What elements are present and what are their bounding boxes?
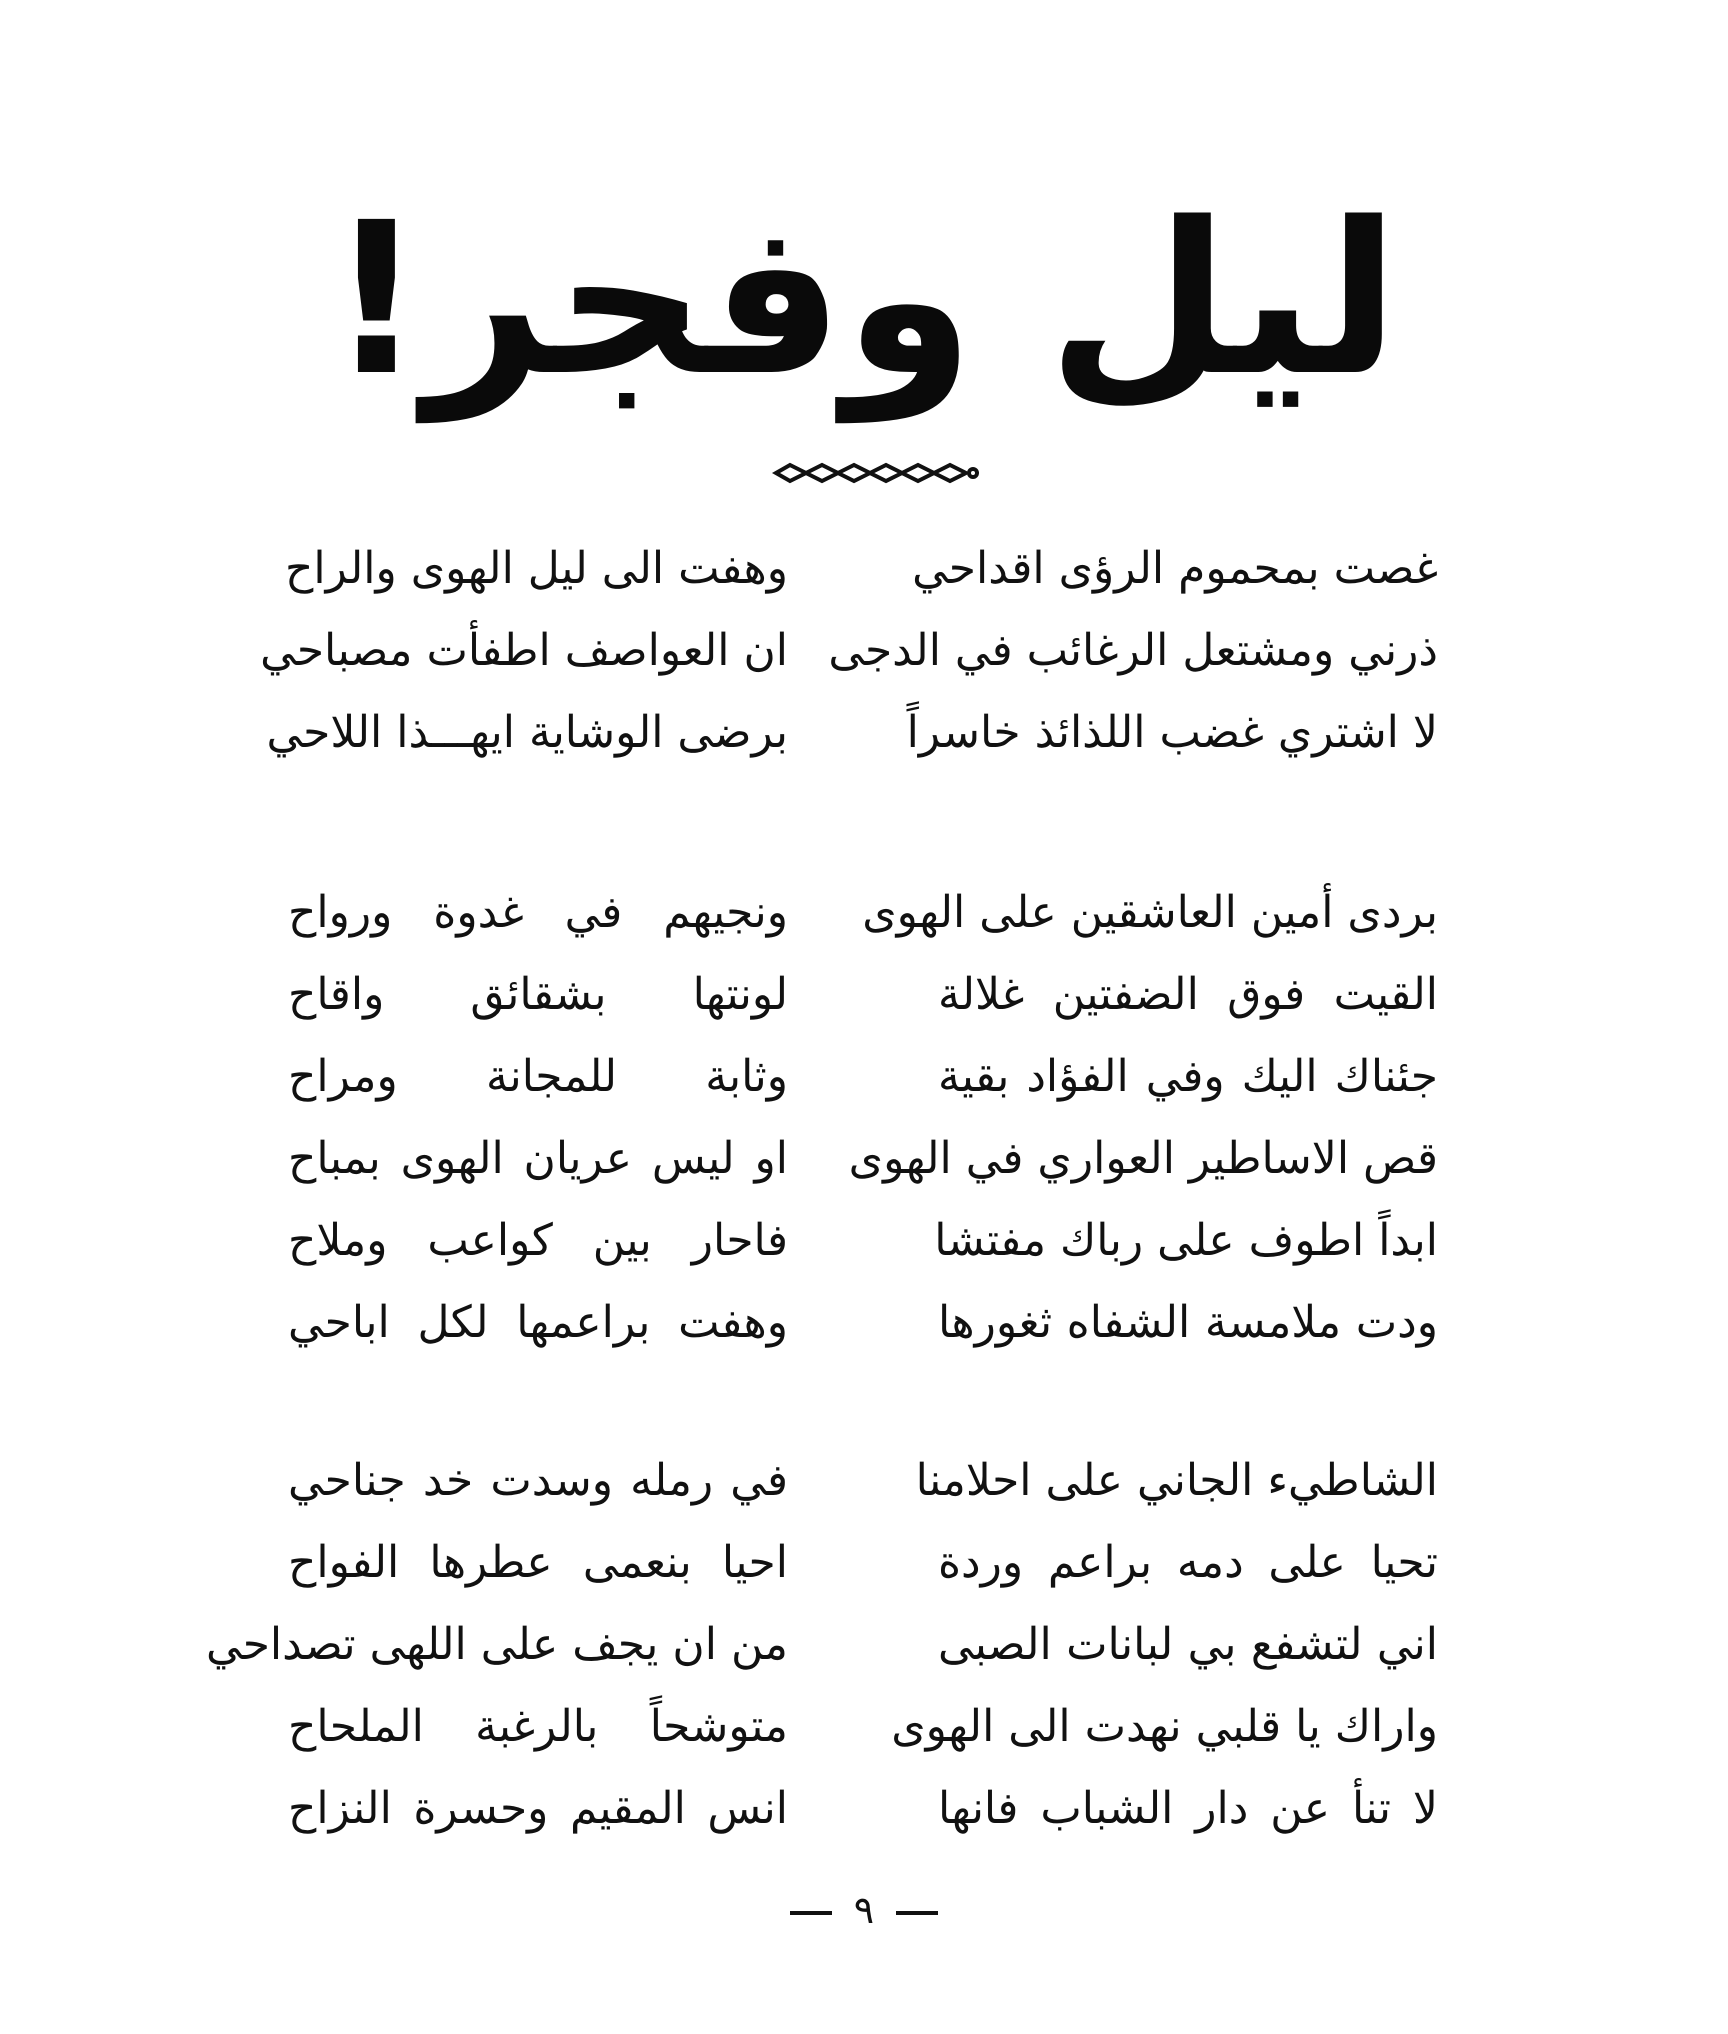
verse-line xyxy=(288,1768,1438,1850)
verse-second-hemistich: متوشحاً بالرغبة الملحاح xyxy=(288,1701,788,1752)
verse-line xyxy=(288,1440,1438,1522)
verse-line xyxy=(284,528,1438,610)
stanza-3 xyxy=(206,1440,1438,1850)
verse-second-hemistich: فاحار بين كواعب وملاح xyxy=(288,1215,788,1266)
page-number xyxy=(0,1880,1728,1940)
verse-line xyxy=(288,954,1438,1036)
verse-first-hemistich: ذرني ومشتعل الرغائب في الدجى xyxy=(828,625,1438,676)
verse-first-hemistich: جئناك اليك وفي الفؤاد بقية xyxy=(938,1051,1438,1102)
verse-second-hemistich: وهفت الى ليل الهوى والراح xyxy=(284,543,788,594)
verse-line xyxy=(288,1036,1438,1118)
verse-line xyxy=(206,1604,1438,1686)
verse-first-hemistich: ابداً اطوف على رباك مفتشا xyxy=(934,1215,1438,1266)
verse-first-hemistich: لا اشتري غضب اللذائذ خاسراً xyxy=(906,707,1438,758)
verse-line xyxy=(288,1118,1438,1200)
verse-second-hemistich: برضى الوشاية ايهـــذا اللاحي xyxy=(266,707,788,758)
verse-first-hemistich: غصت بمحموم الرؤى اقداحي xyxy=(912,543,1438,594)
verse-second-hemistich: من ان يجف على اللهى تصداحي xyxy=(206,1619,788,1670)
diamond-ornament-icon xyxy=(770,458,982,488)
verse-second-hemistich: انس المقيم وحسرة النزاح xyxy=(288,1783,788,1834)
stanza-2 xyxy=(288,872,1438,1364)
page-number-value: ٩ xyxy=(853,1888,875,1932)
verse-first-hemistich: القيت فوق الضفتين غلالة xyxy=(938,969,1438,1020)
verse-second-hemistich: احيا بنعمى عطرها الفواح xyxy=(288,1537,788,1588)
verse-second-hemistich: وهفت براعمها لكل اباحي xyxy=(288,1297,788,1348)
verse-first-hemistich: قص الاساطير العواري في الهوى xyxy=(848,1133,1438,1184)
dash-icon xyxy=(790,1911,832,1915)
verse-line xyxy=(288,872,1438,954)
verse-first-hemistich: ودت ملامسة الشفاه ثغورها xyxy=(938,1297,1438,1348)
verse-second-hemistich: وثابة للمجانة ومراح xyxy=(288,1051,788,1102)
verse-line xyxy=(288,1522,1438,1604)
verse-line xyxy=(288,1686,1438,1768)
verse-line xyxy=(260,610,1438,692)
verse-line xyxy=(266,692,1438,774)
verse-first-hemistich: اني لتشفع بي لبانات الصبى xyxy=(938,1619,1438,1670)
verse-second-hemistich: ونجيهم في غدوة ورواح xyxy=(288,887,788,938)
verse-line xyxy=(288,1200,1438,1282)
verse-first-hemistich: الشاطيء الجاني على احلامنا xyxy=(915,1455,1438,1506)
verse-first-hemistich: واراك يا قلبي نهدت الى الهوى xyxy=(891,1701,1438,1752)
verse-first-hemistich: بردى أمين العاشقين على الهوى xyxy=(862,887,1438,938)
verse-second-hemistich: او ليس عريان الهوى بمباح xyxy=(288,1133,788,1184)
verse-first-hemistich: لا تنأ عن دار الشباب فانها xyxy=(938,1783,1438,1834)
verse-second-hemistich: ان العواصف اطفأت مصباحي xyxy=(260,625,788,676)
verse-line xyxy=(288,1282,1438,1364)
stanza-1 xyxy=(260,528,1438,774)
dash-icon xyxy=(896,1911,938,1915)
verse-second-hemistich: في رمله وسدت خد جناحي xyxy=(288,1455,788,1506)
verse-second-hemistich: لونتها بشقائق واقاح xyxy=(288,969,788,1020)
verse-first-hemistich: تحيا على دمه براعم وردة xyxy=(938,1537,1438,1588)
poem-title: ليل وفجر! xyxy=(328,177,1400,422)
